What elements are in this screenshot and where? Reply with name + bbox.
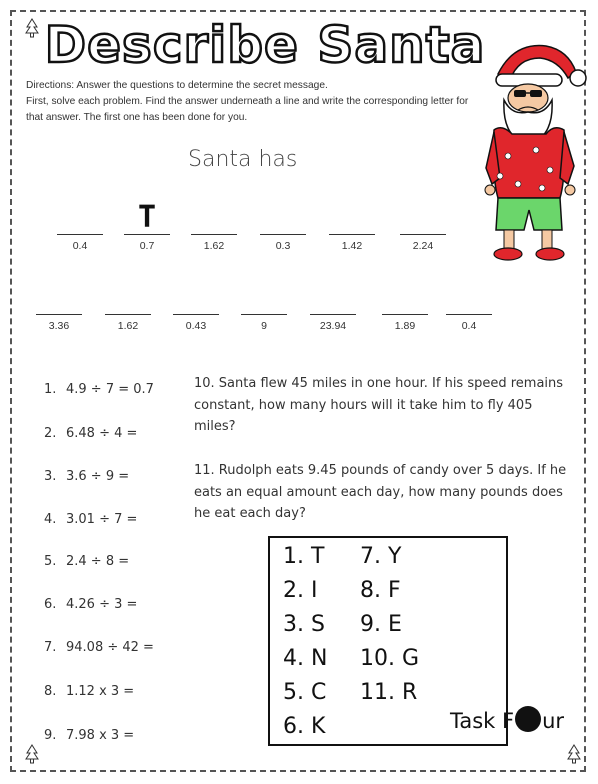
answer-letter bbox=[241, 278, 287, 314]
key-entry: 6. K bbox=[283, 714, 326, 739]
directions-line-2: First, solve each problem. Find the answer underneath a line and write the corresponding letter for that answer. The first one has been done for you. bbox=[26, 96, 469, 123]
problem-number: 7. bbox=[44, 640, 57, 655]
answer-blank[interactable] bbox=[329, 198, 375, 252]
problem-item bbox=[44, 684, 134, 699]
answer-value: 1.62 bbox=[117, 320, 139, 332]
answer-line bbox=[310, 314, 356, 315]
problem-number: 8. bbox=[44, 684, 57, 699]
answer-value: 0.4 bbox=[461, 320, 477, 332]
answer-value: 1.62 bbox=[203, 240, 225, 252]
key-entry: 1. T bbox=[283, 544, 325, 569]
answer-letter: T bbox=[137, 200, 157, 235]
task-label-part2: ur bbox=[542, 709, 565, 733]
answer-line bbox=[173, 314, 219, 315]
problem-number: 3. bbox=[44, 469, 57, 484]
answer-value: 23.94 bbox=[319, 320, 347, 332]
word-problem: 10. Santa flew 45 miles in one hour. If his speed remains constant, how many hours will it take him to fly 405 miles? bbox=[194, 376, 564, 434]
answer-letter bbox=[105, 278, 151, 314]
key-entry: 8. F bbox=[360, 578, 401, 603]
answer-value: 1.42 bbox=[341, 240, 363, 252]
problem-number: 4. bbox=[44, 512, 57, 527]
filled-circle-icon bbox=[515, 706, 541, 732]
answer-line bbox=[36, 314, 82, 315]
answer-letter bbox=[173, 278, 219, 314]
task-label bbox=[450, 706, 564, 733]
answer-letter bbox=[191, 198, 237, 234]
christmas-tree-icon bbox=[24, 744, 40, 766]
answer-blank[interactable] bbox=[57, 198, 103, 252]
problem-number: 6. bbox=[44, 597, 57, 612]
answer-blank[interactable] bbox=[446, 278, 492, 332]
key-entry: 4. N bbox=[283, 646, 328, 671]
answer-value: 3.36 bbox=[48, 320, 70, 332]
key-entry: 11. R bbox=[360, 680, 418, 705]
problem-text: 3.01 ÷ 7 = bbox=[66, 512, 138, 527]
answer-line bbox=[241, 314, 287, 315]
problem-text: 6.48 ÷ 4 = bbox=[66, 426, 138, 441]
key-entry: 9. E bbox=[360, 612, 402, 637]
answer-blank[interactable] bbox=[400, 198, 446, 252]
answer-line bbox=[105, 314, 151, 315]
answer-blank[interactable] bbox=[241, 278, 287, 332]
problem-item bbox=[44, 512, 137, 527]
directions bbox=[26, 78, 476, 126]
answer-blank[interactable] bbox=[36, 278, 82, 332]
problem-text: 7.98 x 3 = bbox=[66, 728, 135, 743]
problem-text: 4.9 ÷ 7 = 0.7 bbox=[66, 382, 154, 397]
answer-letter bbox=[400, 198, 446, 234]
directions-line-1: Directions: Answer the questions to determine the secret message. bbox=[26, 80, 328, 91]
answer-value: 0.43 bbox=[185, 320, 207, 332]
message-intro: Santa has bbox=[188, 147, 298, 172]
answer-value: 0.3 bbox=[275, 240, 291, 252]
key-entry: 3. S bbox=[283, 612, 325, 637]
answer-letter bbox=[57, 198, 103, 234]
problem-item bbox=[44, 382, 154, 397]
problem-text: 1.12 x 3 = bbox=[66, 684, 135, 699]
answer-blank[interactable] bbox=[173, 278, 219, 332]
answer-line bbox=[400, 234, 446, 235]
problem-item bbox=[44, 597, 137, 612]
answer-letter bbox=[329, 198, 375, 234]
answer-value: 0.4 bbox=[72, 240, 88, 252]
key-entry: 10. G bbox=[360, 646, 420, 671]
problem-text: 2.4 ÷ 8 = bbox=[66, 554, 130, 569]
santa-illustration bbox=[484, 38, 588, 266]
answer-line bbox=[260, 234, 306, 235]
answer-line bbox=[446, 314, 492, 315]
answer-letter bbox=[310, 278, 356, 314]
answer-blank[interactable] bbox=[105, 278, 151, 332]
answer-value: 9 bbox=[261, 320, 267, 332]
problem-text: 3.6 ÷ 9 = bbox=[66, 469, 130, 484]
problem-item bbox=[44, 554, 129, 569]
problem-item bbox=[44, 426, 137, 441]
problem-item bbox=[44, 640, 154, 655]
problem-text: 94.08 ÷ 42 = bbox=[66, 640, 154, 655]
problem-number: 2. bbox=[44, 426, 57, 441]
answer-blank[interactable] bbox=[191, 198, 237, 252]
page-title: Describe Santa bbox=[44, 16, 486, 74]
problem-number: 1. bbox=[44, 382, 57, 397]
problem-number: 9. bbox=[44, 728, 57, 743]
answer-line bbox=[57, 234, 103, 235]
key-entry: 7. Y bbox=[360, 544, 402, 569]
answer-blank[interactable] bbox=[260, 198, 306, 252]
christmas-tree-icon bbox=[566, 744, 582, 766]
answer-letter bbox=[36, 278, 82, 314]
answer-letter bbox=[446, 278, 492, 314]
answer-blank[interactable] bbox=[382, 278, 428, 332]
answer-value: 1.89 bbox=[394, 320, 416, 332]
key-entry: 5. C bbox=[283, 680, 327, 705]
answer-value: 0.7 bbox=[139, 240, 155, 252]
answer-line bbox=[382, 314, 428, 315]
answer-blank[interactable] bbox=[310, 278, 356, 332]
answer-line bbox=[329, 234, 375, 235]
answer-line bbox=[191, 234, 237, 235]
key-entry: 2. I bbox=[283, 578, 318, 603]
problem-text: 4.26 ÷ 3 = bbox=[66, 597, 138, 612]
answer-blank[interactable] bbox=[124, 198, 170, 252]
task-label-part1: Task F bbox=[450, 709, 515, 733]
word-problem: 11. Rudolph eats 9.45 pounds of candy over 5 days. If he eats an equal amount each day, how many pounds does he eat each day? bbox=[194, 463, 567, 521]
problem-item bbox=[44, 469, 129, 484]
answer-value: 2.24 bbox=[412, 240, 434, 252]
answer-letter bbox=[382, 278, 428, 314]
answer-letter bbox=[260, 198, 306, 234]
problem-number: 5. bbox=[44, 554, 57, 569]
problem-item bbox=[44, 728, 134, 743]
